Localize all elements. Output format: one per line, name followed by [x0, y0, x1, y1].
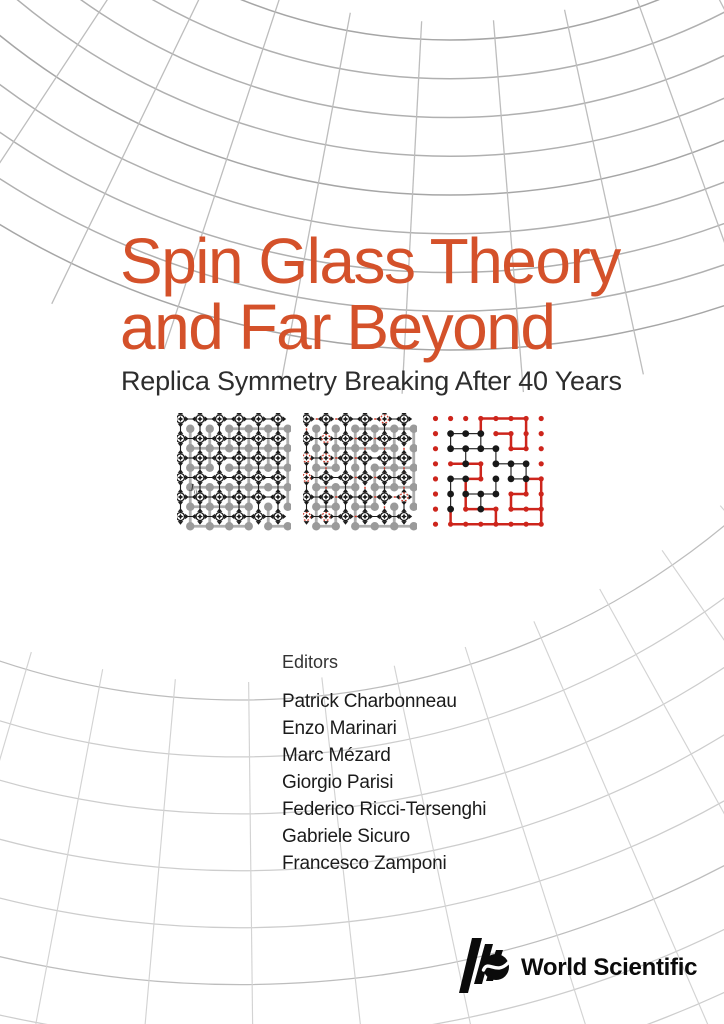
title-line-2: and Far Beyond [120, 291, 555, 363]
editor-name: Gabriele Sicuro [282, 826, 410, 847]
editor-name: Patrick Charbonneau [282, 691, 457, 712]
editors-list [282, 688, 486, 877]
lattice-figure-spin-glass [303, 413, 417, 531]
book-subtitle: Replica Symmetry Breaking After 40 Years [121, 366, 622, 396]
book-title [120, 225, 620, 363]
lattice-figure-ferromagnet [177, 413, 291, 531]
editor-name: Marc Mézard [282, 745, 391, 766]
editor-name: Federico Ricci-Tersenghi [282, 799, 487, 820]
lattice-figure-loop-model [430, 413, 546, 531]
editor-name: Francesco Zamponi [282, 853, 447, 874]
world-scientific-logo-icon [456, 937, 512, 999]
editors-block [282, 652, 486, 877]
editor-name: Giorgio Parisi [282, 772, 394, 793]
editor-name: Enzo Marinari [282, 718, 397, 739]
publisher-row [456, 936, 697, 1000]
publisher-name: World Scientific [521, 954, 698, 981]
svg-text:Jij: $J_{ij}$ [189, 483, 198, 496]
title-line-1: Spin Glass Theory [120, 225, 620, 297]
editors-label: Editors [282, 652, 339, 672]
